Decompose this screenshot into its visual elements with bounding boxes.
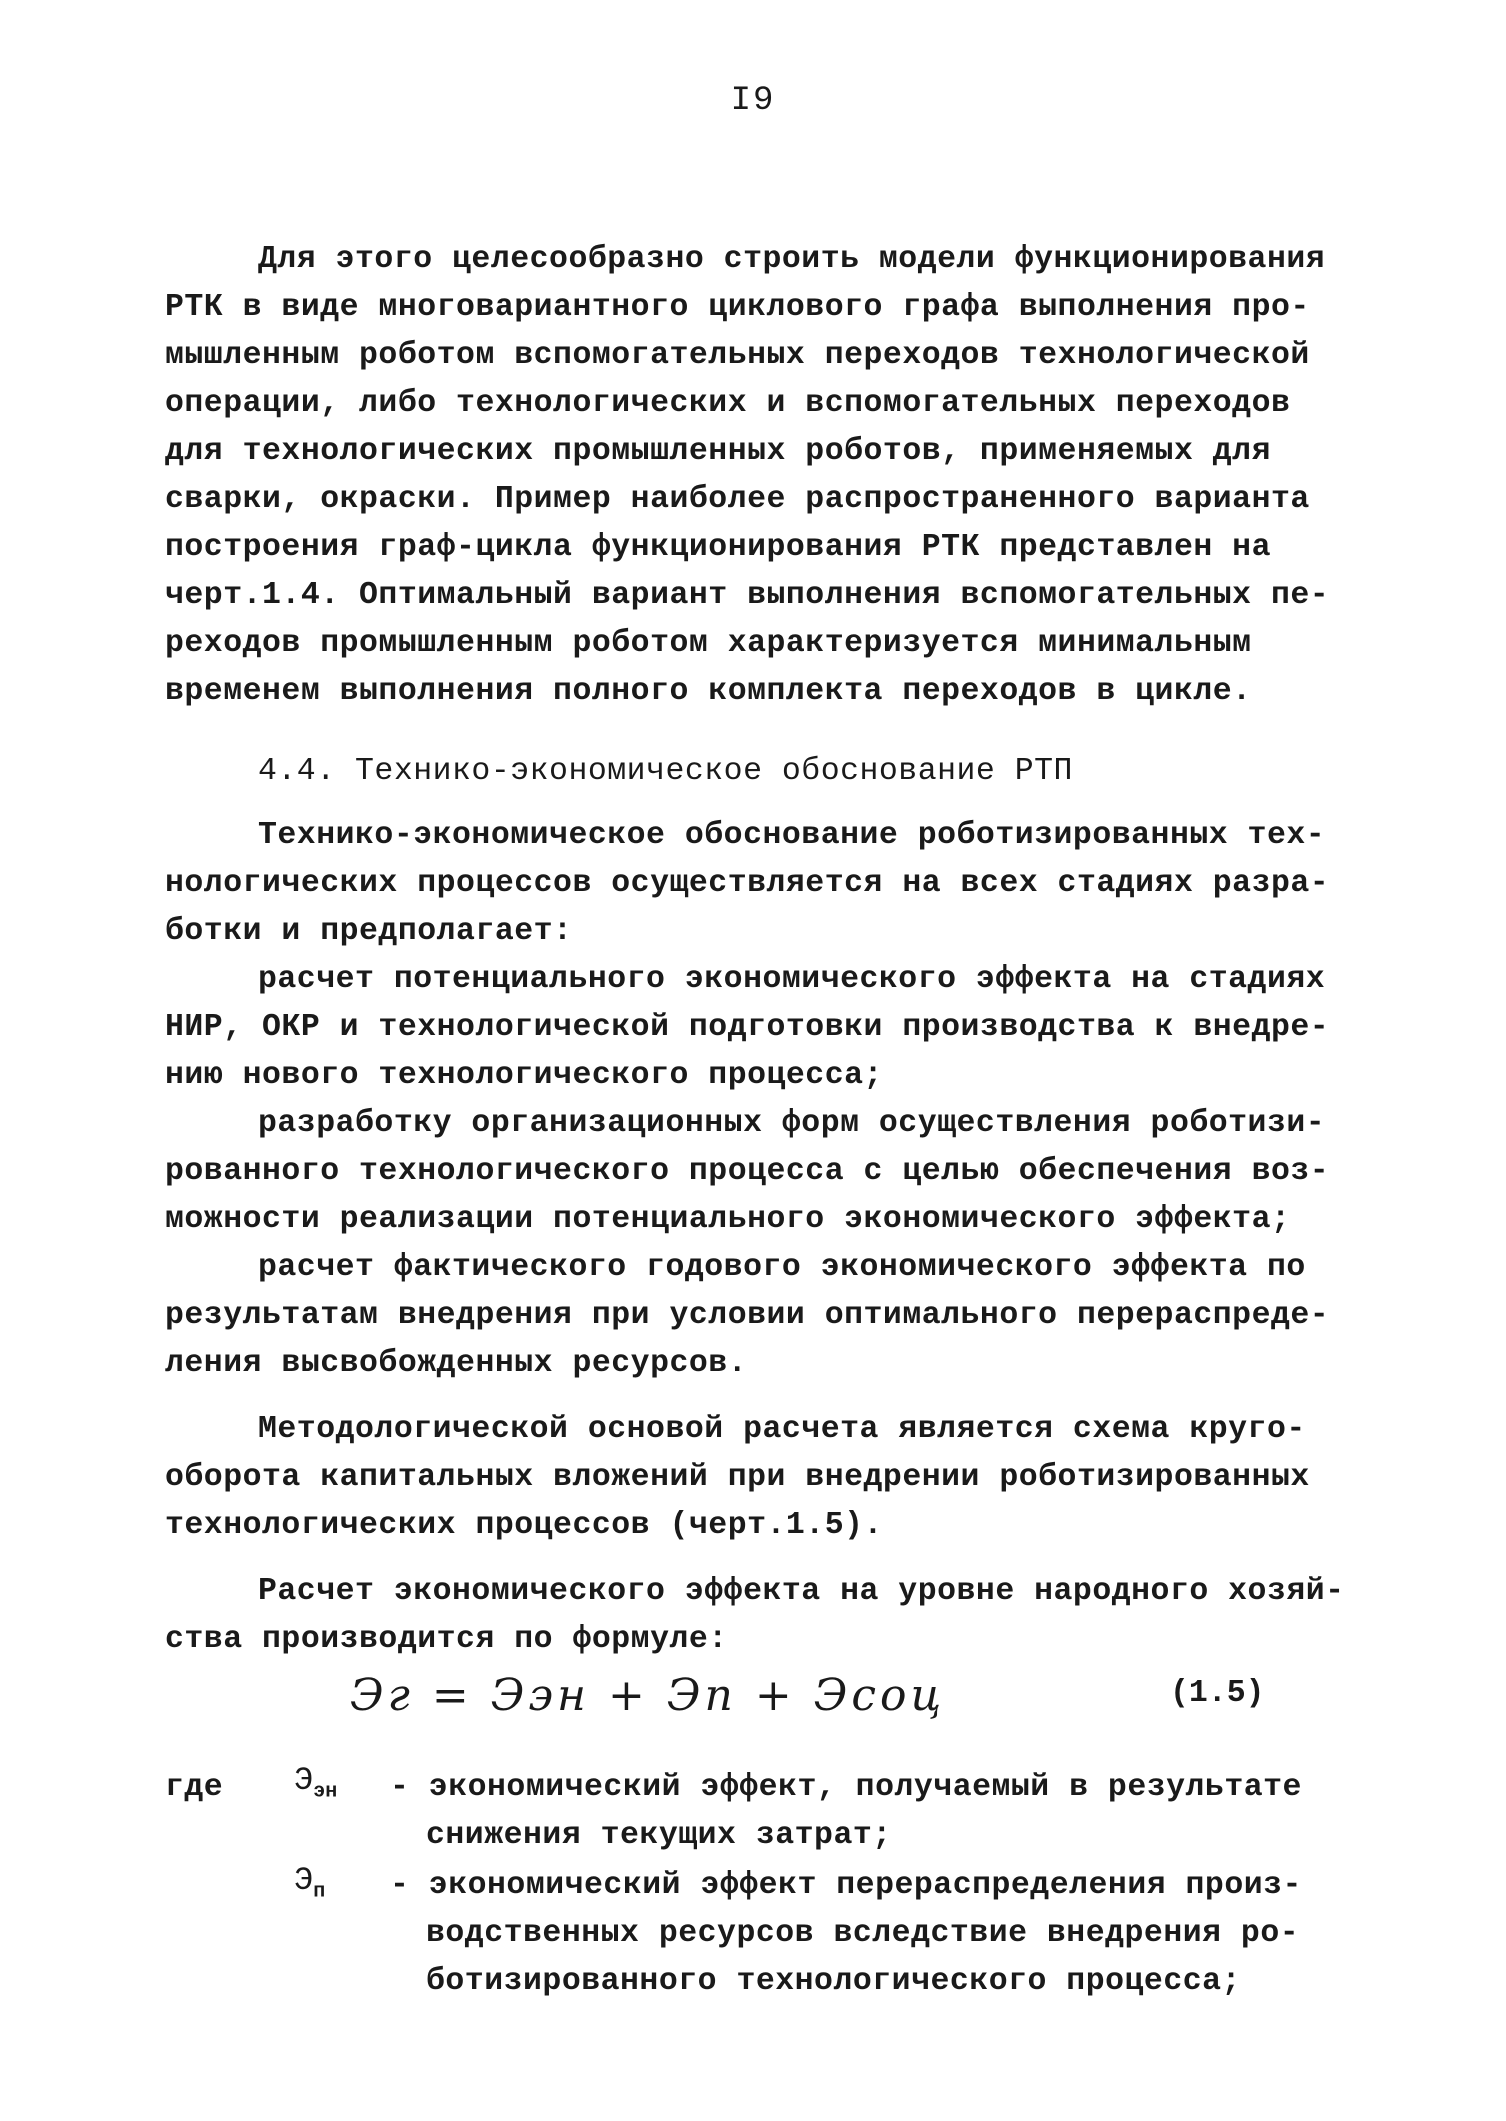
symbol-subscript: эн [313,1780,338,1804]
text-line: водственных ресурсов вследствие внедрения ро- [426,1916,1300,1951]
text-line: сварки, окраски. Пример наиболее распространенного варианта [165,482,1310,517]
text-line: НИР, ОКР и технологической подготовки производства к внедре- [165,1010,1330,1045]
text-line: операции, либо технологических и вспомогательных переходов [165,386,1291,421]
text-line: ления высвобожденных ресурсов. [165,1346,748,1381]
symbol-subscript: п [313,1880,326,1904]
text-line: результатам внедрения при условии оптимального перераспреде- [165,1298,1330,1333]
text-line: рованного технологического процесса с целью обеспечения воз- [165,1154,1330,1189]
text-line: - экономический эффект, получаемый в результате [390,1770,1302,1805]
page-number: I9 [730,82,776,120]
text-line: Для этого целесообразно строить модели функционирования [258,242,1326,277]
text-line: РТК в виде многовариантного циклового графа выполнения про- [165,290,1310,325]
text-line: расчет потенциального экономического эффекта на стадиях [258,962,1326,997]
text-line: черт.1.4. Оптимальный вариант выполнения вспомогательных пе- [165,578,1330,613]
text-line: нологических процессов осуществляется на всех стадиях разра- [165,866,1330,901]
text-line: Технико-экономическое обоснование роботизированных тех- [258,818,1326,853]
section-heading: 4.4. Технико-экономическое обоснование РТП [258,754,1073,789]
text-line: ботки и предполагает: [165,914,573,949]
symbol-letter: Э [294,1862,314,1899]
text-line: разработку организационных форм осуществления роботизи- [258,1106,1326,1141]
definition-symbol [294,1862,325,1903]
text-line: расчет фактического годового экономического эффекта по [258,1250,1306,1285]
text-line: построения граф-цикла функционирования РТК представлен на [165,530,1271,565]
text-line: мышленным роботом вспомогательных переходов технологической [165,338,1310,373]
text-line: оборота капитальных вложений при внедрении роботизированных [165,1460,1310,1495]
text-line: ботизированного технологического процесса; [426,1964,1241,1999]
text-line: ства производится по формуле: [165,1622,728,1657]
text-line: временем выполнения полного комплекта переходов в цикле. [165,674,1252,709]
text-line: Расчет экономического эффекта на уровне народного хозяй- [258,1574,1345,1609]
formula: Эг = Ээн + Эп + Эсоц [350,1670,946,1721]
formula-number: (1.5) [1170,1676,1265,1711]
text-line: Методологической основой расчета является схема круго- [258,1412,1306,1447]
text-line: технологических процессов (черт.1.5). [165,1508,883,1543]
text-line: для технологических промышленных роботов, применяемых для [165,434,1271,469]
text-line: можности реализации потенциального экономического эффекта; [165,1202,1291,1237]
text-line: снижения текущих затрат; [426,1818,892,1853]
symbol-letter: Э [294,1762,314,1799]
text-line: нию нового технологического процесса; [165,1058,883,1093]
definition-symbol [294,1762,337,1803]
text-line: - экономический эффект перераспределения произ- [390,1868,1302,1903]
text-line: реходов промышленным роботом характеризуется минимальным [165,626,1252,661]
where-label: где [165,1770,224,1805]
